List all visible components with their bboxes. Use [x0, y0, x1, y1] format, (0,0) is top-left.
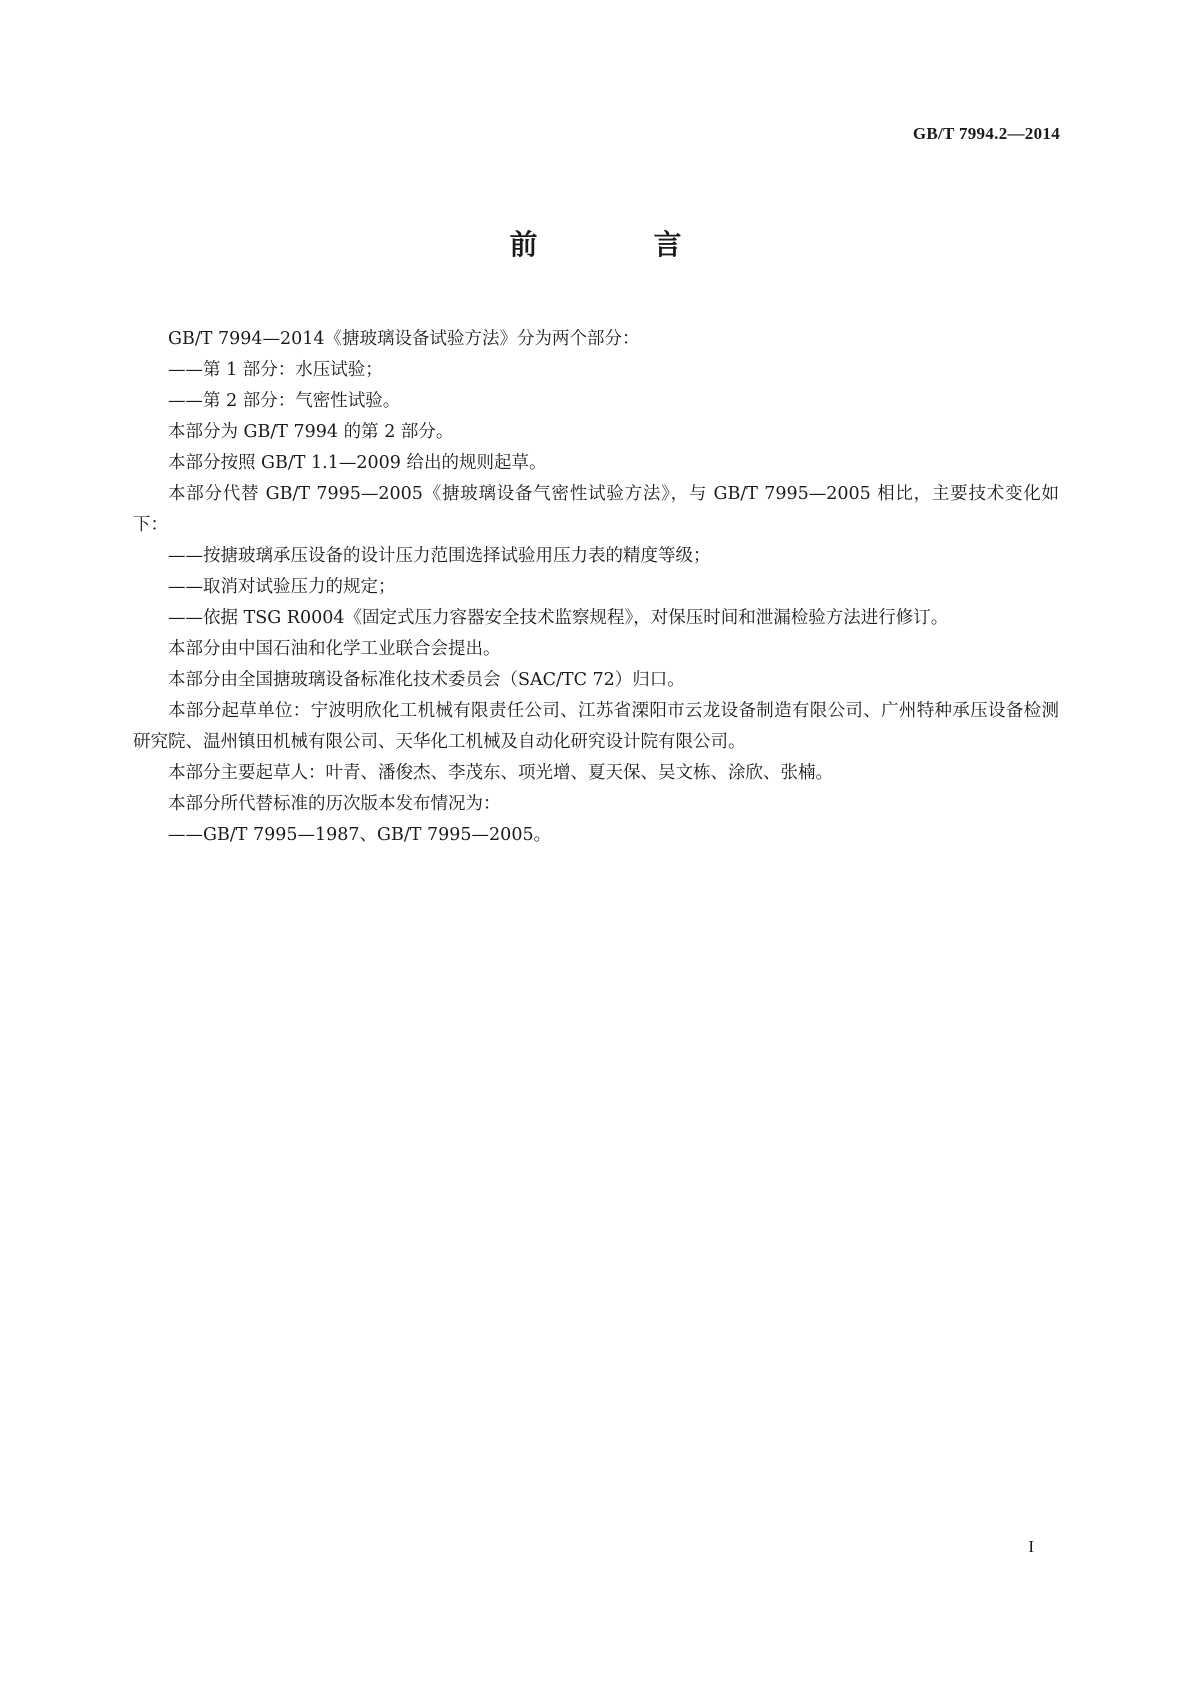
paragraph: 本部分为 GB/T 7994 的第 2 部分。 [168, 422, 454, 442]
paragraph: ——第 2 部分：气密性试验。 [168, 391, 401, 411]
paragraph: ——按搪玻璃承压设备的设计压力范围选择试验用压力表的精度等级； [168, 546, 711, 566]
paragraph: 本部分所代替标准的历次版本发布情况为： [168, 794, 501, 814]
paragraph: ——取消对试验压力的规定； [168, 577, 396, 597]
paragraph: 本部分起草单位：宁波明欣化工机械有限责任公司、江苏省溧阳市云龙设备制造有限公司、广州特种承压设备检测研究院、温州镇田机械有限公司、天华化工机械及自动化研究设计院有限公司。 [133, 701, 1059, 752]
paragraph: 本部分按照 GB/T 1.1—2009 给出的规则起草。 [168, 453, 547, 473]
paragraph: GB/T 7994—2014《搪玻璃设备试验方法》分为两个部分： [168, 329, 640, 349]
foreword-body [133, 324, 1059, 851]
paragraph: 本部分代替 GB/T 7995—2005《搪玻璃设备气密性试验方法》，与 GB/T 7995—2005 相比，主要技术变化如下： [133, 484, 1059, 535]
paragraph: 本部分主要起草人：叶青、潘俊杰、李茂东、项光增、夏天保、吴文栋、涂欣、张楠。 [168, 763, 833, 783]
paragraph: ——GB/T 7995—1987、GB/T 7995—2005。 [168, 825, 552, 845]
section-title: 前 言 [509, 228, 726, 261]
paragraph: ——依据 TSG R0004《固定式压力容器安全技术监察规程》，对保压时间和泄漏检验方法进行修订。 [168, 608, 949, 628]
document-code: GB/T 7994.2—2014 [912, 124, 1060, 143]
page-number: I [1028, 1537, 1034, 1556]
paragraph: 本部分由中国石油和化学工业联合会提出。 [168, 639, 501, 659]
paragraph: 本部分由全国搪玻璃设备标准化技术委员会（SAC/TC 72）归口。 [168, 670, 685, 690]
paragraph: ——第 1 部分：水压试验； [168, 360, 383, 380]
